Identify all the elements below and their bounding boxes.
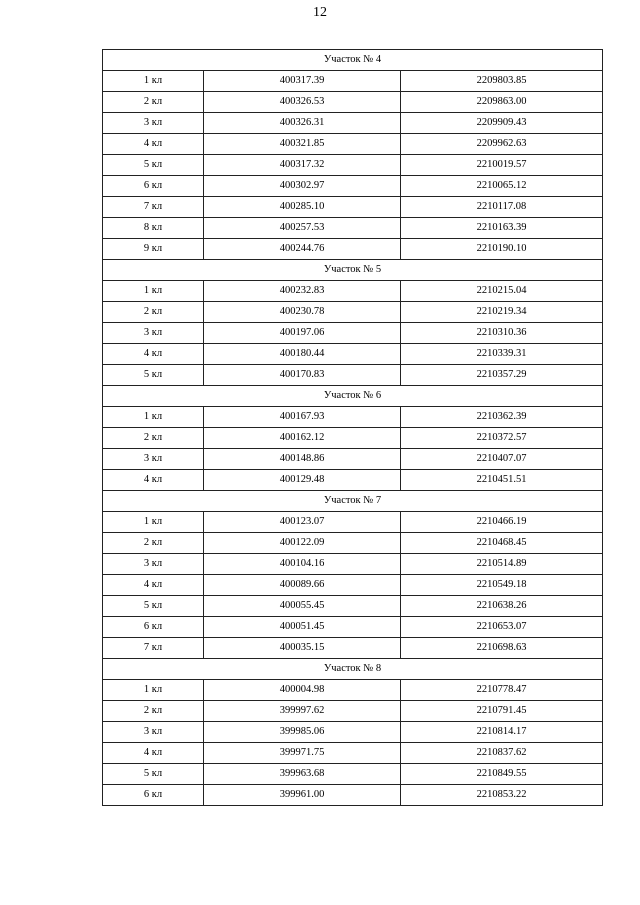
y-coordinate: 2210219.34 <box>401 302 603 323</box>
x-coordinate: 400123.07 <box>204 512 401 533</box>
point-label: 2 кл <box>103 533 204 554</box>
table-row <box>103 365 603 386</box>
x-coordinate: 399997.62 <box>204 701 401 722</box>
x-coordinate: 400148.86 <box>204 449 401 470</box>
y-coordinate: 2210163.39 <box>401 218 603 239</box>
x-coordinate: 400326.31 <box>204 113 401 134</box>
y-coordinate: 2210362.39 <box>401 407 603 428</box>
y-coordinate: 2210549.18 <box>401 575 603 596</box>
point-label: 4 кл <box>103 470 204 491</box>
point-label: 4 кл <box>103 743 204 764</box>
point-label: 5 кл <box>103 365 204 386</box>
point-label: 3 кл <box>103 449 204 470</box>
x-coordinate: 400302.97 <box>204 176 401 197</box>
x-coordinate: 400170.83 <box>204 365 401 386</box>
table-row <box>103 764 603 785</box>
point-label: 3 кл <box>103 554 204 575</box>
table-row <box>103 638 603 659</box>
point-label: 1 кл <box>103 407 204 428</box>
point-label: 1 кл <box>103 71 204 92</box>
y-coordinate: 2210791.45 <box>401 701 603 722</box>
x-coordinate: 400230.78 <box>204 302 401 323</box>
point-label: 2 кл <box>103 701 204 722</box>
section-header-row <box>103 386 603 407</box>
point-label: 7 кл <box>103 197 204 218</box>
table-row <box>103 134 603 155</box>
point-label: 6 кл <box>103 176 204 197</box>
point-label: 7 кл <box>103 638 204 659</box>
table-row <box>103 218 603 239</box>
table-row <box>103 197 603 218</box>
point-label: 3 кл <box>103 113 204 134</box>
page-number: 12 <box>313 5 327 20</box>
x-coordinate: 400055.45 <box>204 596 401 617</box>
table-row <box>103 722 603 743</box>
x-coordinate: 399963.68 <box>204 764 401 785</box>
table-row <box>103 596 603 617</box>
y-coordinate: 2210466.19 <box>401 512 603 533</box>
point-label: 4 кл <box>103 344 204 365</box>
table-row <box>103 470 603 491</box>
y-coordinate: 2210814.17 <box>401 722 603 743</box>
point-label: 9 кл <box>103 239 204 260</box>
x-coordinate: 400285.10 <box>204 197 401 218</box>
x-coordinate: 400244.76 <box>204 239 401 260</box>
table-row <box>103 113 603 134</box>
table-row <box>103 281 603 302</box>
y-coordinate: 2210778.47 <box>401 680 603 701</box>
y-coordinate: 2209909.43 <box>401 113 603 134</box>
table-row <box>103 575 603 596</box>
table-row <box>103 323 603 344</box>
y-coordinate: 2209803.85 <box>401 71 603 92</box>
y-coordinate: 2210698.63 <box>401 638 603 659</box>
x-coordinate: 399961.00 <box>204 785 401 806</box>
y-coordinate: 2210310.36 <box>401 323 603 344</box>
section-title: Участок № 4 <box>103 50 603 71</box>
table-row <box>103 92 603 113</box>
table-row <box>103 533 603 554</box>
x-coordinate: 400035.15 <box>204 638 401 659</box>
section-header-row <box>103 260 603 281</box>
x-coordinate: 400129.48 <box>204 470 401 491</box>
table-row <box>103 680 603 701</box>
point-label: 6 кл <box>103 617 204 638</box>
point-label: 5 кл <box>103 155 204 176</box>
point-label: 2 кл <box>103 428 204 449</box>
x-coordinate: 400317.39 <box>204 71 401 92</box>
x-coordinate: 399985.06 <box>204 722 401 743</box>
section-header-row <box>103 659 603 680</box>
point-label: 4 кл <box>103 134 204 155</box>
table-row <box>103 785 603 806</box>
point-label: 6 кл <box>103 785 204 806</box>
y-coordinate: 2210372.57 <box>401 428 603 449</box>
section-header-row <box>103 50 603 71</box>
table-row <box>103 554 603 575</box>
table-row <box>103 701 603 722</box>
y-coordinate: 2210468.45 <box>401 533 603 554</box>
y-coordinate: 2210407.07 <box>401 449 603 470</box>
table-row <box>103 512 603 533</box>
table-row <box>103 239 603 260</box>
table-row <box>103 743 603 764</box>
y-coordinate: 2209962.63 <box>401 134 603 155</box>
y-coordinate: 2210451.51 <box>401 470 603 491</box>
point-label: 3 кл <box>103 722 204 743</box>
table-row <box>103 617 603 638</box>
point-label: 2 кл <box>103 92 204 113</box>
x-coordinate: 400257.53 <box>204 218 401 239</box>
table-row <box>103 71 603 92</box>
table-row <box>103 302 603 323</box>
y-coordinate: 2210653.07 <box>401 617 603 638</box>
point-label: 1 кл <box>103 512 204 533</box>
section-title: Участок № 7 <box>103 491 603 512</box>
x-coordinate: 400104.16 <box>204 554 401 575</box>
x-coordinate: 400321.85 <box>204 134 401 155</box>
section-title: Участок № 5 <box>103 260 603 281</box>
y-coordinate: 2210837.62 <box>401 743 603 764</box>
coordinates-table <box>102 49 603 806</box>
point-label: 8 кл <box>103 218 204 239</box>
table-row <box>103 344 603 365</box>
point-label: 1 кл <box>103 680 204 701</box>
y-coordinate: 2210215.04 <box>401 281 603 302</box>
y-coordinate: 2210339.31 <box>401 344 603 365</box>
x-coordinate: 400162.12 <box>204 428 401 449</box>
x-coordinate: 400122.09 <box>204 533 401 554</box>
y-coordinate: 2210514.89 <box>401 554 603 575</box>
section-title: Участок № 6 <box>103 386 603 407</box>
table-row <box>103 407 603 428</box>
section-header-row <box>103 491 603 512</box>
x-coordinate: 400180.44 <box>204 344 401 365</box>
table-row <box>103 176 603 197</box>
x-coordinate: 400326.53 <box>204 92 401 113</box>
section-title: Участок № 8 <box>103 659 603 680</box>
table-row <box>103 155 603 176</box>
y-coordinate: 2210638.26 <box>401 596 603 617</box>
y-coordinate: 2210190.10 <box>401 239 603 260</box>
x-coordinate: 399971.75 <box>204 743 401 764</box>
y-coordinate: 2209863.00 <box>401 92 603 113</box>
x-coordinate: 400167.93 <box>204 407 401 428</box>
y-coordinate: 2210357.29 <box>401 365 603 386</box>
x-coordinate: 400197.06 <box>204 323 401 344</box>
point-label: 1 кл <box>103 281 204 302</box>
x-coordinate: 400232.83 <box>204 281 401 302</box>
y-coordinate: 2210853.22 <box>401 785 603 806</box>
point-label: 5 кл <box>103 764 204 785</box>
x-coordinate: 400004.98 <box>204 680 401 701</box>
point-label: 2 кл <box>103 302 204 323</box>
y-coordinate: 2210019.57 <box>401 155 603 176</box>
y-coordinate: 2210849.55 <box>401 764 603 785</box>
point-label: 3 кл <box>103 323 204 344</box>
table-row <box>103 449 603 470</box>
y-coordinate: 2210065.12 <box>401 176 603 197</box>
x-coordinate: 400317.32 <box>204 155 401 176</box>
point-label: 5 кл <box>103 596 204 617</box>
y-coordinate: 2210117.08 <box>401 197 603 218</box>
point-label: 4 кл <box>103 575 204 596</box>
table-row <box>103 428 603 449</box>
x-coordinate: 400051.45 <box>204 617 401 638</box>
x-coordinate: 400089.66 <box>204 575 401 596</box>
coordinates-table-body <box>103 50 603 806</box>
